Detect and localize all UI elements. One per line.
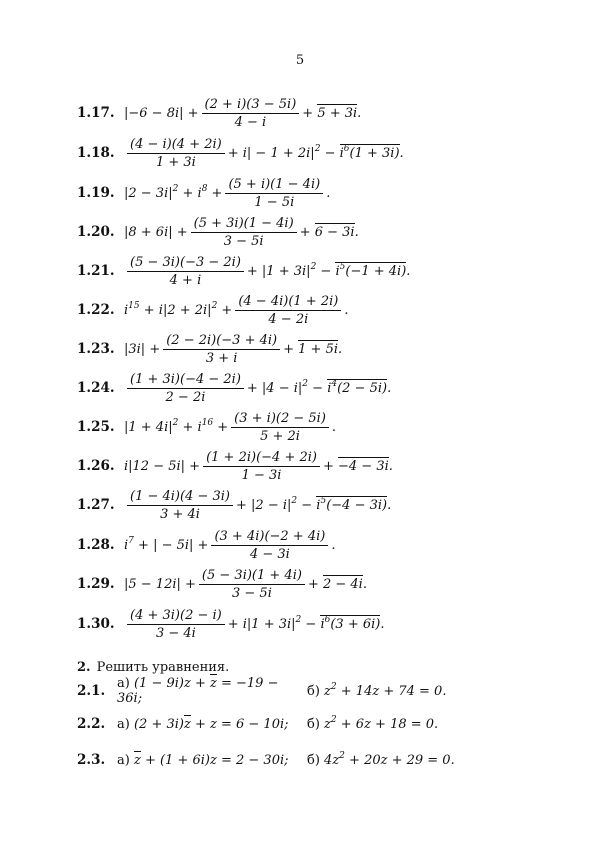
problem-number: 1.24. (77, 380, 115, 396)
problem-1-28: 1.28. $i^7$ + | − 5i| + $\frac{(3 + 4i)(-2 + 4i)}{4 - 3i}$ . (77, 528, 336, 562)
problem-number: 2.2. (77, 716, 106, 732)
problem-1-30: 1.30. $\frac{(4 + 3i)(2 - i)}{3 - 4i}$ + $i|1 + 3i|^2 - i^6(3 + 6i)$. (77, 607, 385, 641)
section-2-heading (77, 660, 229, 675)
problem-1-29: 1.29. |5 − 12i| + $\frac{(5 - 3i)(1 + 4i)}{3 - 5i}$ + 2 − 4i. (77, 567, 367, 601)
problem-number: 1.20. (77, 224, 115, 240)
problem-1-18: 1.18. $\frac{(4 - i)(4 + 2i)}{1 + 3i}$ + $i| - 1 + 2i|^2 - i^6(1 + 3i)$. (77, 136, 404, 170)
section-number: 2. (77, 660, 91, 675)
problem-1-24: 1.24. $\frac{(1 + 3i)(-4 - 2i)}{2 - 2i}$ + $|4 - i|^2 - i^4(2 - 5i)$. (77, 371, 392, 405)
equation-2-3: 2.3. а) z + (1 + 6i)z = 2 − 30i; б) $4z^2 + 20z + 29 = 0$. (77, 750, 455, 768)
part-b-label: б) (307, 683, 320, 699)
problem-1-27: 1.27. $\frac{(1 - 4i)(4 - 3i)}{3 + 4i}$ + $|2 - i|^2 - i^5(-4 - 3i)$. (77, 488, 392, 522)
problem-1-26: 1.26. i|12 − 5i| + $\frac{(1 + 2i)(-4 + 2i)}{1 - 3i}$ + −4 − 3i. (77, 449, 393, 483)
problem-1-22: 1.22. $i^{15} + i|2 + 2i|^2$ + $\frac{(4 - 4i)(1 + 2i)}{4 - 2i}$ . (77, 293, 349, 327)
problem-1-21: 1.21. $\frac{(5 - 3i)(-3 - 2i)}{4 + i}$ + $|1 + 3i|^2 - i^5(-1 + 4i)$. (77, 254, 411, 288)
problem-number: 1.30. (77, 616, 115, 632)
problem-1-19: 1.19. $|2 - 3i|^2 + i^8$ + $\frac{(5 + i)(1 - 4i)}{1 - 5i}$ . (77, 176, 331, 210)
page-number: 5 (295, 53, 305, 68)
problem-1-20: 1.20. |8 + 6i| + $\frac{(5 + 3i)(1 - 4i)}{3 - 5i}$ + 6 − 3i. (77, 215, 359, 249)
equation-2-2: 2.2. а) (2 + 3i)z + z = 6 − 10i; б) $z^2 + 6z + 18 = 0$. (77, 714, 439, 732)
problem-number: 1.21. (77, 263, 115, 279)
problem-number: 1.25. (77, 419, 115, 435)
problem-number: 1.18. (77, 145, 115, 161)
problem-number: 1.22. (77, 302, 115, 318)
problem-number: 1.28. (77, 537, 115, 553)
part-b-label: б) (307, 752, 320, 768)
section-title: Решить уравнения. (96, 660, 230, 675)
part-b-label: б) (307, 716, 320, 732)
part-a-label: а) (117, 752, 130, 768)
problem-number: 1.17. (77, 105, 115, 121)
problem-number: 1.27. (77, 497, 115, 513)
problem-1-17: 1.17. |−6 − 8i| + $\frac{(2 + i)(3 - 5i)}{4 - i}$ + 5 + 3i. (77, 96, 362, 130)
part-a-label: а) (117, 676, 130, 691)
equation-2-1: 2.1. а) (1 − 9i)z + z = −19 − 36i; б) $z^2 + 14z + 74 = 0$. (77, 676, 447, 706)
problem-1-23: 1.23. |3i| + $\frac{(2 - 2i)(-3 + 4i)}{3 + i}$ + 1 + 5i. (77, 332, 343, 366)
problem-number: 1.29. (77, 576, 115, 592)
problem-number: 1.19. (77, 185, 115, 201)
problem-1-25: 1.25. $|1 + 4i|^2 + i^{16}$ + $\frac{(3 + i)(2 - 5i)}{5 + 2i}$ . (77, 410, 337, 444)
problem-number: 1.23. (77, 341, 115, 357)
problem-number: 2.3. (77, 752, 106, 768)
problem-number: 1.26. (77, 458, 115, 474)
problem-number: 2.1. (77, 683, 106, 699)
part-a-label: а) (117, 716, 130, 732)
